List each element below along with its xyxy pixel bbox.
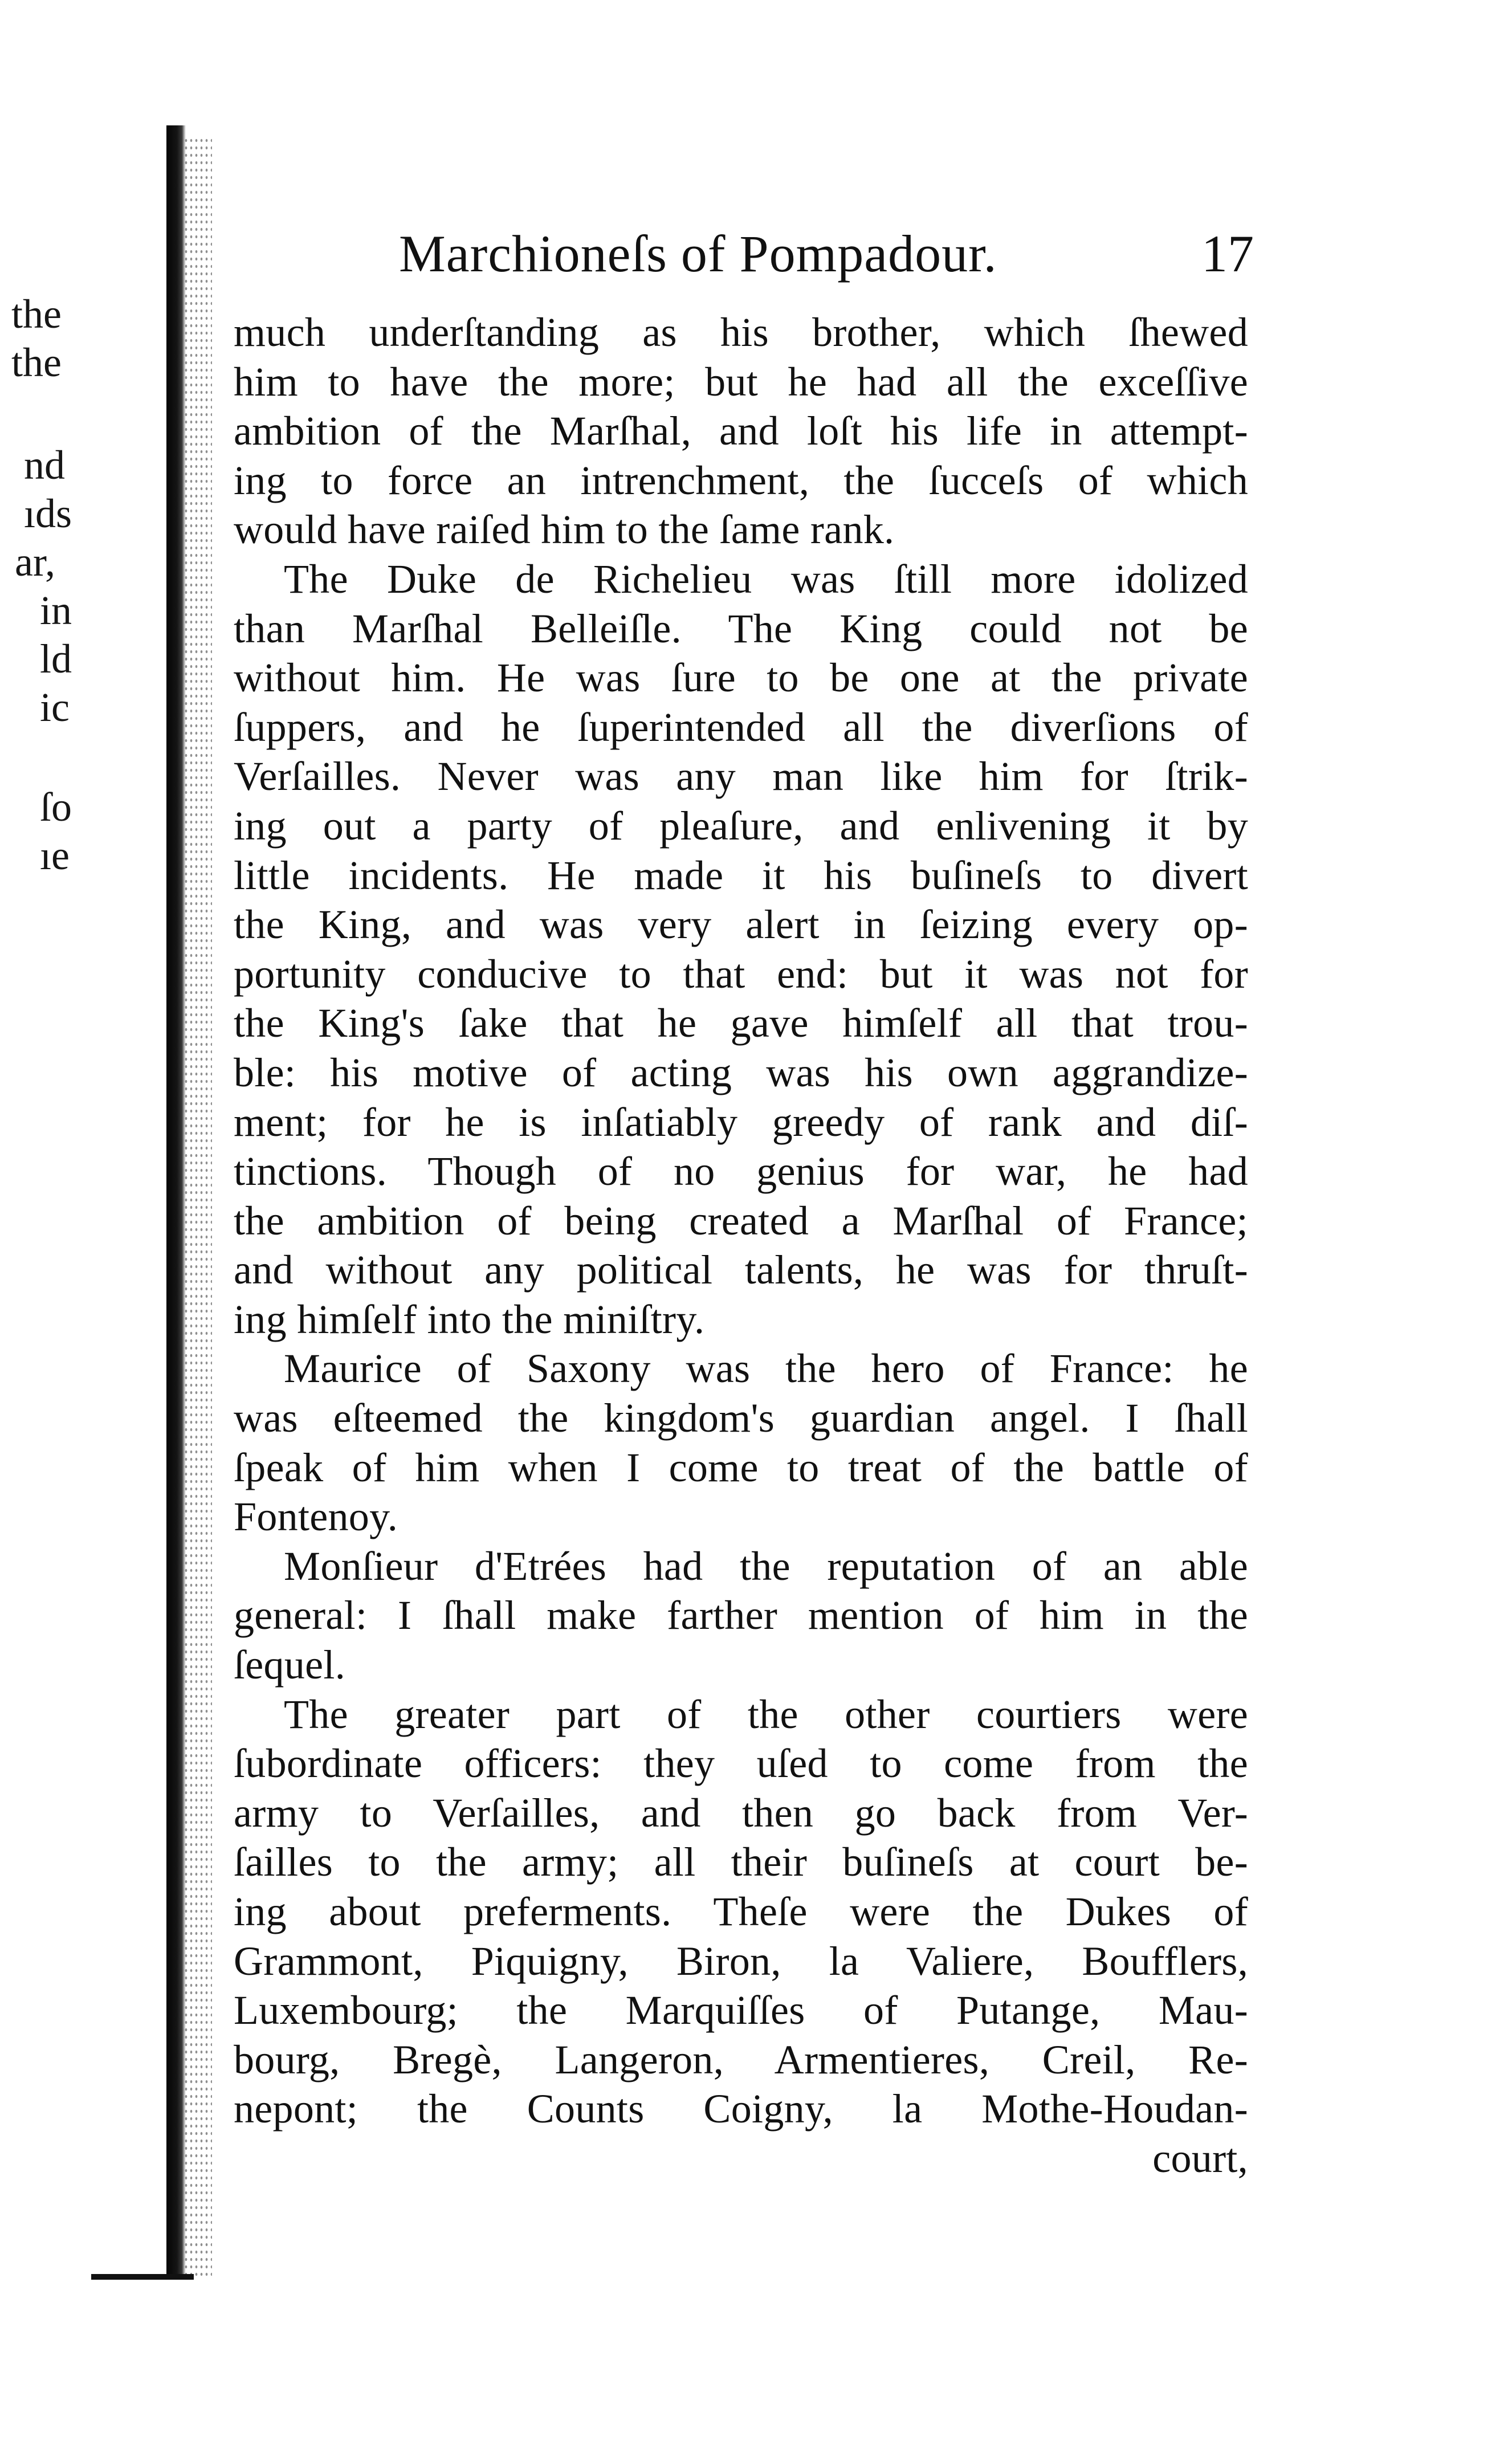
facing-fragment: in (40, 588, 72, 633)
text-line: and without any political talents, he was for thruſt- (234, 1247, 1248, 1293)
text-line: ſequel. (234, 1642, 346, 1688)
text-line: The greater part of the other courtiers were (284, 1691, 1248, 1737)
facing-fragment: nd (24, 442, 65, 488)
text-line: The Duke de Richelieu was ſtill more idolized (284, 556, 1248, 602)
facing-fragment: the (11, 340, 62, 385)
text-line: little incidents. He made it his buſineſs to divert (234, 852, 1248, 898)
facing-fragment: ic (40, 684, 70, 730)
facing-fragment: ıds (24, 491, 72, 536)
text-line: ſuppers, and he ſuperintended all the diverſions of (234, 704, 1248, 750)
text-line: Luxembourg; the Marquiſſes of Putange, Mau- (234, 1987, 1248, 2034)
facing-fragment: the (11, 291, 62, 337)
facing-fragment: ıe (40, 833, 70, 878)
text-line: ing himſelf into the miniſtry. (234, 1296, 705, 1342)
text-line: much underſtanding as his brother, which ſhewed (234, 309, 1248, 355)
text-line: ſailles to the army; all their buſineſs at court be- (234, 1839, 1248, 1885)
text-line: Fontenoy. (234, 1494, 398, 1540)
text-line: ambition of the Marſhal, and loſt his life in attempt- (234, 408, 1248, 454)
text-line: without him. He was ſure to be one at the private (234, 655, 1248, 701)
text-line: the ambition of being created a Marſhal of France; (234, 1197, 1248, 1244)
facing-fragment: ar, (15, 539, 56, 585)
page-number: 17 (1201, 225, 1254, 283)
text-line: ing out a party of pleaſure, and enlivening it by (234, 802, 1248, 849)
text-line: Verſailles. Never was any man like him for ſtrik- (234, 753, 1248, 800)
text-line: him to have the more; but he had all the exceſſive (234, 358, 1248, 405)
running-head-title: Marchioneſs of Pompadour. (399, 225, 997, 283)
text-line: tinctions. Though of no genius for war, he had (234, 1148, 1248, 1195)
text-line: the King, and was very alert in ſeizing every op- (234, 902, 1248, 948)
facing-fragment: ſo (40, 784, 72, 830)
facing-page-fragments (0, 0, 148, 2441)
gutter-foot-mark (91, 2274, 194, 2280)
text-line: the King's ſake that he gave himſelf all that trou- (234, 1000, 1248, 1046)
body-text (234, 308, 1248, 2183)
text-line: army to Verſailles, and then go back from Ver- (234, 1790, 1248, 1836)
text-line: than Marſhal Belleiſle. The King could not be (234, 605, 1248, 651)
text-line: Monſieur d'Etrées had the reputation of an able (284, 1543, 1248, 1589)
facing-fragment: ld (40, 636, 72, 682)
running-head (399, 222, 1254, 285)
text-line: ſubordinate officers: they uſed to come from the (234, 1741, 1248, 1787)
text-line: nepont; the Counts Coigny, la Mothe-Houdan- (234, 2086, 1248, 2132)
text-line: bourg, Bregè, Langeron, Armentieres, Creil, Re- (234, 2036, 1248, 2083)
text-line: Maurice of Saxony was the hero of France: he (284, 1346, 1248, 1392)
gutter-speckle (184, 137, 212, 2280)
text-line: was eſteemed the kingdom's guardian angel. I ſhall (234, 1395, 1248, 1441)
catchword: court, (1152, 2135, 1248, 2181)
text-line: ing to force an intrenchment, the ſucceſs of which (234, 457, 1248, 503)
text-line: Grammont, Piquigny, Biron, la Valiere, Boufflers, (234, 1938, 1248, 1984)
binding-gutter (166, 125, 186, 2280)
text-line: ſpeak of him when I come to treat of the battle of (234, 1444, 1248, 1490)
text-line: general: I ſhall make farther mention of him in the (234, 1592, 1248, 1639)
text-line: would have raiſed him to the ſame rank. (234, 507, 895, 553)
text-line: portunity conducive to that end: but it was not for (234, 951, 1248, 997)
text-line: ment; for he is inſatiably greedy of rank and diſ- (234, 1099, 1248, 1145)
text-line: ing about preferments. Theſe were the Dukes of (234, 1889, 1248, 1934)
text-line: ble: his motive of acting was his own aggrandize- (234, 1049, 1248, 1095)
